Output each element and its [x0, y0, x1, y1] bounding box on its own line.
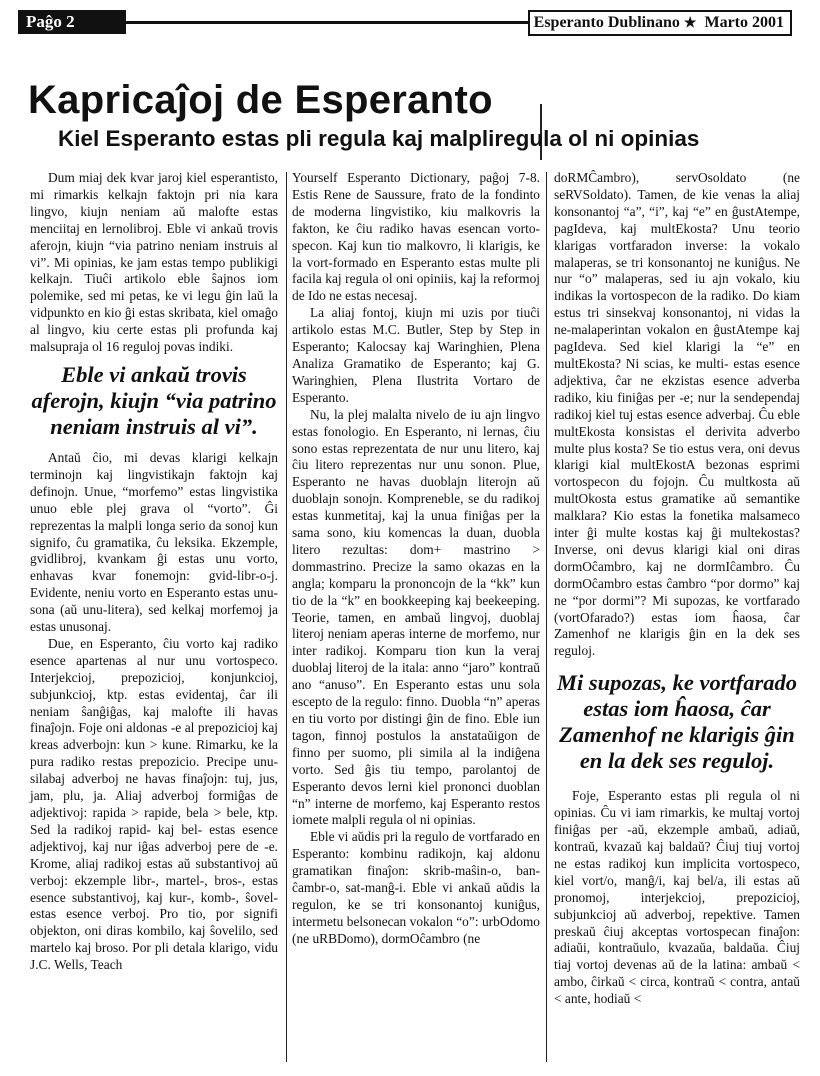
article-column-2: [292, 170, 540, 948]
article-column-1: [30, 170, 278, 974]
paragraph: Eble vi aŭdis pri la regulo de vortfarado en Esperanto: kombinu radikojn, kaj aldonu gramatikan finaĵon: skrib-maŝin-o, ban-ĉambr-o, sat-manĝ-i. Eble vi ankaŭ aŭdis la regulon, ke se tri konsonantoj kuniĝus, intermetu belsonecan vokalon “o”: urbOdomo (ne uRBDomo), dormOĉambro (ne: [292, 829, 540, 946]
masthead-box: [528, 10, 792, 36]
paragraph: Due, en Esperanto, ĉiu vorto kaj radiko esence apartenas al nur unu vortospeco. Interjekcioj, prepozicioj, konjunkcioj, subjunkcioj, ktp. estas evidentaj, ĉar ili neniam ŝanĝiĝas, kaj malofte ili havas finaĵojn. Foje oni aldonas -e al prepozicioj kaj kreas adverbojn: kun > kune. Rimarku, ke la pura radiko restas prepozicio. Precipe unu-silabaj adverboj ne havas finaĵojn: tuj, jus, jam, plu, ja. Aliaj adverboj formiĝas de adjektivoj: rapida > rapide, bela > bele, ktp. Sed la radikoj rapid- kaj bel- estas esence adjektivoj, kaj nur iĝas adverboj pere de -e. Krome, aliaj radikoj estas aŭ substantivoj aŭ verboj: ekzemple libr-, martel-, bros-, estas esence substantivoj, kaj kur-, komb-, ŝovel- estas esence verboj. Pro tio, por signifi objekton, oni diras kombilo, kaj ŝovelilo, sed martelo kaj broso. Por pli detala klarigo, vidu J.C. Wells, Teach: [30, 635, 278, 973]
column-divider: [286, 172, 287, 1062]
paragraph: Antaŭ ĉio, mi devas klarigi kelkajn terminojn kaj lingvistikajn faktojn kaj definojn. Unue, “morfemo” estas lingvistika unuo eble plej grava ol “vorto”. Ĝi reprezentas la malpli longa serio da sonoj kun signifo, ĉu gramatika, ĉu leksika. Ekzemple, gvidlibroj, kvankam ĝi estas unu vorto, enhavas kvar fonemojn: gvid-libr-o-j. Evidente, neniu vorto en Esperanto estas unu-sona (aŭ unu-litera), sed kelkaj morfemoj ja estas unusonaj.: [30, 449, 278, 635]
article-subtitle: Kiel Esperanto estas pli regula kaj malpliregula ol ni opinias: [58, 126, 700, 151]
issue-date: Marto 2001: [704, 14, 784, 31]
pull-quote: Eble vi ankaŭ trovis aferojn, kiujn “via patrino neniam instruis al vi”.: [31, 361, 277, 439]
paragraph: Nu, la plej malalta nivelo de iu ajn lingvo estas fonologio. En Esperanto, ni lernas, ĉiu sono estas reprezentata de nur unu litero, kaj ĉiu litero reprezentas nur unu sonon. Plue, Esperanto ne havas duoblajn literojn aŭ duoblajn sonojn. Kompreneble, se du radikoj estas kunmetitaj, kaj la unua finiĝas per la sama sono, kiu komencas la duan, duobla litero rezultas: dom+ mastrino > dommastrino. Precize la samo okazas en la angla; komparu la prononcojn de la “kk” kun tio de la “k” en bookkeeping kaj beekeeping. Teorie, tamen, en ambaŭ lingvoj, duoblaj literoj neniam aperas interne de morfemo, nur inter radikoj. Komparu tion kun la veraj duoblaj literoj de la itala: anno “jaro” kontraŭ ano “anuso”. En Esperanto estas unu sola escepto de la regulo: finno. Duobla “n” aperas en tiu vorto por distingi ĝin de fino. Eble iun tagon, finnoj postulos la anstataŭigon de finno per suomo, pli simila al la indiĝena vorto. Sed ĝis tiu tempo, parolantoj de Esperanto devos lerni kiel prononci duoblan “n” interne de morfemo, kaj Esperanto restos iomete malpli regula ol ni opinias.: [292, 406, 540, 828]
page-number-label: Paĝo 2: [18, 10, 126, 34]
column-divider: [546, 172, 547, 1062]
paragraph: La aliaj fontoj, kiujn mi uzis por tiuĉi artikolo estas M.C. Butler, Step by Step in Esperanto; Kalocsay kaj Waringhien, Plena Analiza Gramatiko de Esperanto; kaj G. Waringhien, Plena Ilustrita Vortaro de Esperanto.: [292, 305, 540, 405]
article-column-3: [554, 170, 800, 1008]
masthead-name: Esperanto Dublinano: [533, 14, 680, 31]
pull-quote: Mi supozas, ke vortfarado estas iom ĥaosa, ĉar Zamenhof ne klarigis ĝin en la dek ses reguloj.: [556, 670, 798, 774]
paragraph: Yourself Esperanto Dictionary, paĝoj 7-8. Estis Rene de Saussure, frato de la fondinto de moderna lingvistiko, kiu malkovris la fakton, ke ĉiu radiko havas esencan vorto-specon. Kaj kun tio malkovro, li klarigis, ke la vort-formado en Esperanto estas multe pli facila kaj regula ol oni opiniis, kaj la reformoj de Ido ne estas necesaj.: [292, 170, 540, 304]
star-icon: ★: [683, 16, 697, 31]
page-header: [18, 10, 792, 38]
article-title: Kapricaĵoj de Esperanto: [28, 78, 493, 122]
paragraph: Foje, Esperanto estas pli regula ol ni opinias. Ĉu vi iam rimarkis, ke multaj vortoj finiĝas per -aŭ, ekzemple ambaŭ, adiaŭ, kontraŭ, kvazaŭ kaj baldaŭ? Ĉiuj tiuj vortoj ne estas radikoj kun implicita vortospeco, kiel vort/o, manĝ/i, kaj bel/a, ili estas aŭ pronomoj, interjekcioj, prepozicioj, subjunkcioj aŭ adverboj, repektive. Tamen preskaŭ ĉiuj akceptas vortospecan finaĵon: adiaŭi, kontraŭulo, kvazaŭa, baldaŭa. Ĉiuj tiaj vortoj devenas aŭ de la latina: ambaŭ < ambo, ĉirkaŭ < circa, kontraŭ < contra, antaŭ < ante, hodiaŭ <: [554, 788, 800, 1007]
paragraph: Dum miaj dek kvar jaroj kiel esperantisto, mi rimarkis kelkajn faktojn pri nia kara lingvo, kiujn neniam aŭ malofte estas menciitaj en lernolibroj. Eble vi ankaŭ trovis aferojn, kiujn “via patrino neniam instruis al vi”. Mi opinias, ke jam estas tempo publikigi kelkajn. Tiuĉi artikolo eble ŝajnos iom polemike, sed mi petas, ke vi legu ĝin laŭ la vidpunkto en kio ĝi estas skribata, kiel omaĝo al lingvo, kiu certe estas pli profunda kaj malsupraja ol 16 reguloj povas indiki.: [30, 170, 278, 355]
paragraph: doRMĈambro), servOsoldato (ne seRVSoldato). Tamen, de kie venas la aliaj konsonantoj “a”, “i”, kaj “e” en ĝustAtempe, pagIdeva, kaj multEkosta? Unu teorio klarigas vortfaradon inverse: la vokalo malaperas, se tri konsonantoj ne kuniĝus. Ne nur “o” malaperas, sed iu ajn vokalo, kiu indikas la vortospecon de la radiko. Do kiam estus tri sinsekvaj konsonantoj, ni vidas la ne-malaperintan vokalon en ĝustAtempe kaj pagIdeva. Sed kiel klarigi la “e” en multEkosta? Ni scias, ke multi- estas esence adjektiva, ĉar ne ekzistas esence adverba radiko, kiu finiĝas per -e; nur la sendependaj radikoj kiel tuj estas esence adverbaj. Ĉu eble multEkosta konsistas el derivita adverbo multe plus kosta? Se tio estus vera, oni devus klarigi kial multEkostA bezonas esprimi vortospecon du fojojn. Ĉu multkosta aŭ multOkosta estus gramatike aŭ semantike malklara? Kio estas la fonetika malsameco inter ĝi multe kostas kaj ĝi multekostas? Inverse, oni devus klarigi kial oni diras dormOĉambro, kaj ne dormIĉambro. Ĉu dormOĉambro estas ĉambro “por dormo” kaj ne “por dormi”? Mi supozas, ke vortfarado (vortOfarado?) estas iom ĥaosa, ĉar Zamenhof ne klarigis ĝin en la dek ses reguloj.: [554, 170, 800, 659]
